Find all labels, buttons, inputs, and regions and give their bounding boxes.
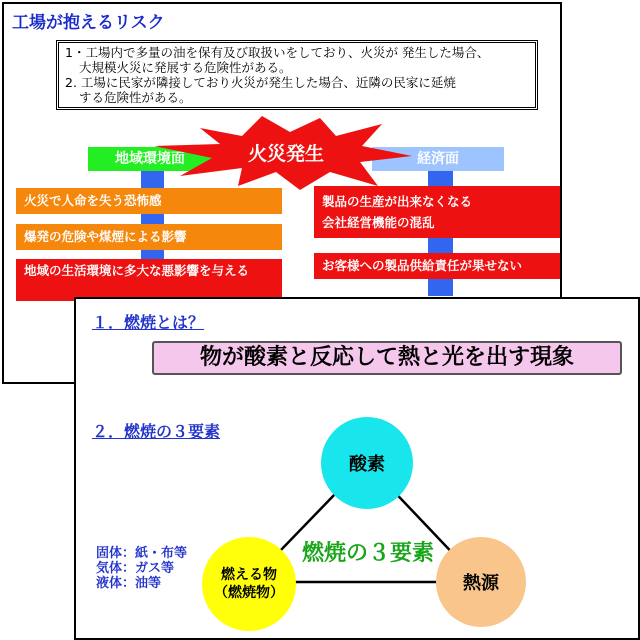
economy-effect-3: お客様への製品供給責任が果せない bbox=[314, 253, 560, 279]
risk-slide-title: 工場が抱えるリスク bbox=[12, 13, 165, 33]
fuel-examples-list bbox=[96, 546, 187, 591]
economy-heading: 経済面 bbox=[372, 147, 504, 171]
risk-2-line-2: する危険性がある。 bbox=[79, 90, 192, 105]
fuel-example-gas: 気体：ガス等 bbox=[96, 561, 175, 576]
fuel-circle bbox=[202, 537, 296, 631]
risk-1-line-2: 大規模火災に発展する危険性がある。 bbox=[79, 60, 292, 75]
environment-effect-2: 爆発の危険や煤煙による影響 bbox=[16, 224, 282, 250]
section-1-title: １．燃焼とは？ bbox=[92, 313, 205, 332]
fuel-sublabel: （燃焼物） bbox=[214, 585, 284, 601]
fire-label: 火災発生 bbox=[247, 143, 325, 165]
heat-source-circle: 熱源 bbox=[436, 537, 526, 627]
oxygen-circle: 酸素 bbox=[321, 417, 413, 509]
combustion-definition: 物が酸素と反応して熱と光を出す現象 bbox=[152, 341, 622, 375]
section-2-title: ２．燃焼の３要素 bbox=[92, 422, 221, 441]
environment-effect-3: 地域の生活環境に多大な悪影響を与える bbox=[16, 259, 282, 301]
economy-effect-2: 会社経営機能の混乱 bbox=[322, 215, 435, 230]
fuel-example-liquid: 液体：油等 bbox=[96, 576, 162, 591]
three-elements-label: 燃焼の３要素 bbox=[302, 541, 435, 566]
fuel-label: 燃える物 bbox=[221, 567, 277, 583]
environment-effect-1: 火災で人命を失う恐怖感 bbox=[16, 188, 282, 214]
economy-effect-1: 製品の生産が出来なくなる bbox=[322, 194, 473, 209]
risk-2-line-1: 2. 工場に民家が隣接しており火災が発生した場合、近隣の民家に延焼 bbox=[65, 75, 456, 90]
risk-1-line-1: 1・工場内で多量の油を保有及び取扱いをしており、火災が 発生した場合、 bbox=[65, 45, 490, 60]
environment-heading: 地域環境面 bbox=[88, 147, 212, 171]
fuel-example-solid: 固体：紙・布等 bbox=[96, 546, 188, 561]
